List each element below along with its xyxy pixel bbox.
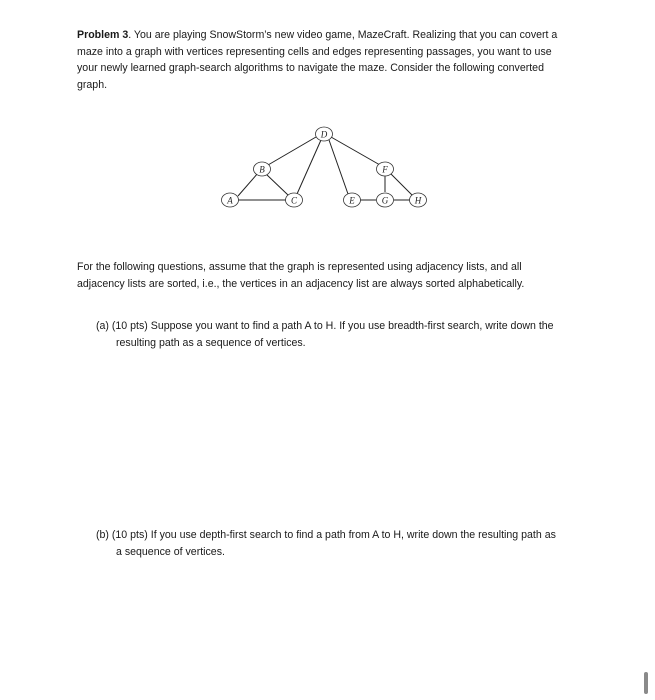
problem-label: Problem 3 [77, 29, 129, 41]
graph-figure [200, 120, 460, 220]
question-b [96, 527, 596, 560]
edge-D-E [329, 140, 348, 194]
edge-C-D [297, 140, 321, 194]
edge-D-F [331, 137, 380, 165]
node-label-G: G [381, 195, 389, 206]
problem-text-line-4: graph. [77, 78, 108, 91]
node-label-E: E [349, 195, 355, 206]
graph-svg [200, 120, 460, 220]
edge-A-B [238, 173, 258, 196]
question-a-line-1: (a) (10 pts) Suppose you want to find a path A to H. If you use breadth-first search, write down the [96, 320, 554, 332]
question-b-line-2: a sequence of vertices. [116, 545, 225, 558]
problem-text-line-2: maze into a graph with vertices representing cells and edges representing passages, you want to use [77, 45, 552, 58]
question-b-line-1: (b) (10 pts) If you use depth-first search to find a path from A to H, write down the resulting path as [96, 529, 556, 541]
assumption-line-2: adjacency lists are sorted, i.e., the vertices in an adjacency list are always sorted alphabetically. [77, 277, 525, 290]
assumption-line-1: For the following questions, assume that the graph is represented using adjacency lists, and all [77, 261, 522, 273]
node-label-H: H [414, 195, 422, 206]
node-label-D: D [320, 129, 328, 140]
problem-text-line-1: . You are playing SnowStorm’s new video game, MazeCraft. Realizing that you can covert a [128, 29, 558, 41]
problem-text-line-3: your newly learned graph-search algorithms to navigate the maze. Consider the following converted [77, 62, 544, 75]
scrollbar-thumb[interactable] [644, 672, 648, 694]
assumption-paragraph [77, 259, 577, 292]
edge-B-C [266, 174, 288, 195]
edge-F-H [390, 173, 412, 195]
problem-statement [77, 27, 567, 93]
node-label-C: C [290, 195, 298, 206]
node-label-A: A [227, 195, 233, 206]
node-label-B: B [259, 164, 265, 175]
node-label-F: F [382, 164, 388, 175]
question-a-line-2: resulting path as a sequence of vertices. [116, 336, 306, 349]
edge-B-D [268, 137, 316, 165]
question-a [96, 318, 596, 351]
